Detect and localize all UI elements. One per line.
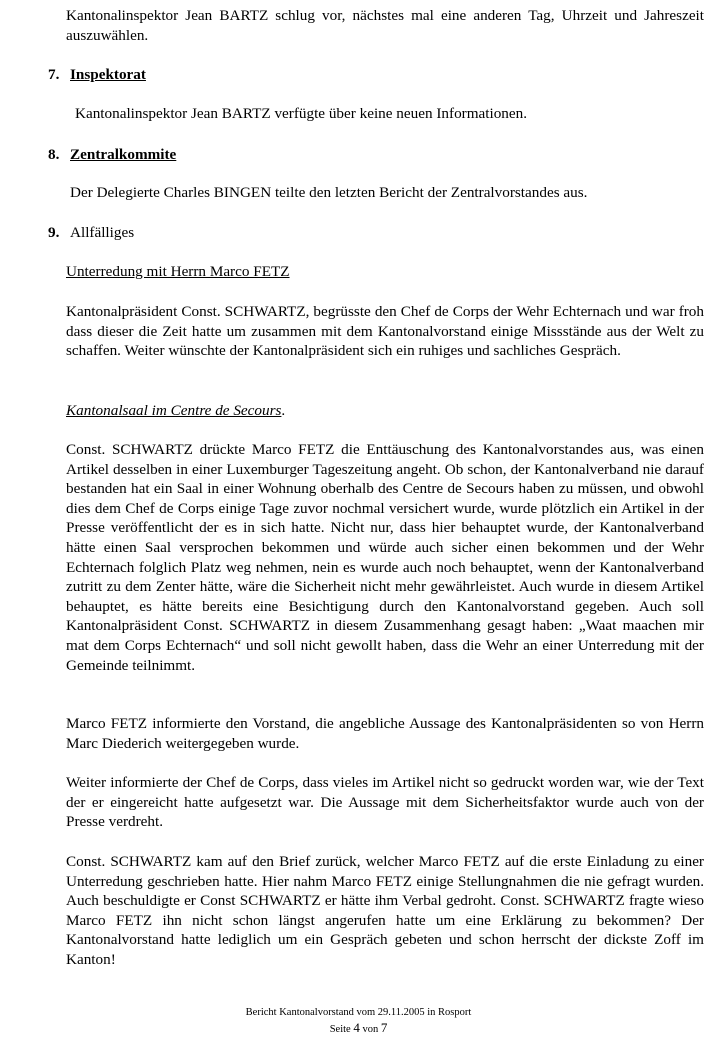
section-7-title: Inspektorat (70, 66, 146, 83)
subheading-saal-dot: . (281, 402, 286, 419)
section-8-number: 8. (48, 146, 60, 163)
subheading-saal (66, 401, 285, 421)
footer-page-prefix: Seite (329, 1024, 351, 1035)
subheading-saal-title: Kantonalsaal im Centre de Secours (66, 402, 282, 419)
section-8-title: Zentralkommite (70, 146, 177, 163)
section-8-heading (48, 145, 176, 165)
footer-page-line (0, 1021, 717, 1037)
section-7-heading (48, 65, 146, 85)
saal-paragraph-1: Const. SCHWARTZ drückte Marco FETZ die Enttäuschung des Kantonalvorstandes aus, was einen Artikel desselben in einer Luxemburger Tageszeitung angeht. Ob schon, der Kantonalverband nie darauf bestanden hat ein Saal in einer Wohnung oberhalb des Centre de Secours haben zu müssen, und obwohl dies dem Chef de Corps einige Tage zuvor nochmal versichert wurde, wurde plötzlich ein Artikel in der Presse veröffentlicht der es in sich hatte. Nicht nur, dass hier behauptet wurde, der Kantonalverband hätte einen Saal versprochen bekommen und würde auch sicher einen bekommen und der Wehr Echternach folglich Platz weg nehmen, nein es wurde auch noch behauptet, wenn der Kantonalverband zutritt zu dem Zenter hätte, wäre die Sicherheit nicht mehr gewährleistet. Auch wurde in diesem Artikel behauptet, es hätte bereits eine Besichtigung durch den Kantonalvorstand gegeben. Auch soll Kantonalpräsident Const. SCHWARTZ in diesem Zusammenhang gesagt haben: „Waat maachen mir mat dem Corps Echternach“ und soll nicht gewollt haben, dass die Wehr an einer Unterredung mit der Gemeinde teilnimmt. (66, 441, 704, 674)
saal-paragraph-4: Const. SCHWARTZ kam auf den Brief zurück, welcher Marco FETZ auf die erste Einladung zu einer Unterredung geschrieben hatte. Hier nahm Marco FETZ einige Stellungnahmen die nie gefragt wurden. Auch beschuldigte er Const SCHWARTZ er hätte ihm Verbal gedroht. Const. SCHWARTZ fragte wieso Marco FETZ ihn nicht schon längst angerufen hatte um eine Erklärung zu bekommen? Der Kantonalvorstand hatte lediglich um ein Gespräch gebeten und schon herrscht der dickste Zoff im Kanton! (66, 853, 704, 968)
footer-page-number: 4 (353, 1020, 360, 1035)
footer-page-total: 7 (380, 1020, 388, 1035)
fetz-paragraph-1: Kantonalpräsident Const. SCHWARTZ, begrüsste den Chef de Corps der Wehr Echternach und war froh dass dieser die Zeit hatte um zusammen mit dem Kantonalvorstand einige Missstände aus der Welt zu schaffen. Weiter wünschte der Kantonalpräsident sich ein ruhiges und sachliches Gespräch. (66, 303, 704, 360)
saal-paragraph-3: Weiter informierte der Chef de Corps, dass vieles im Artikel nicht so gedruckt worden war, wie der Text der er eingereicht hatte aufgesetzt war. Die Aussage mit dem Sicherheitsfaktor wurde auch von der Presse verdreht. (66, 774, 704, 831)
section-8-text: Der Delegierte Charles BINGEN teilte den letzten Bericht der Zentralvorstandes aus. (70, 184, 588, 201)
section-9-number: 9. (48, 224, 60, 241)
section-9-heading (48, 223, 134, 243)
saal-paragraph-2: Marco FETZ informierte den Vorstand, die angebliche Aussage des Kantonalpräsidenten so von Herrn Marc Diederich weitergegeben wurde. (66, 715, 704, 752)
footer-report-line: Bericht Kantonalvorstand vom 29.11.2005 in Rosport (245, 1007, 472, 1018)
section-7-number: 7. (48, 66, 60, 83)
intro-paragraph: Kantonalinspektor Jean BARTZ schlug vor, nächstes mal eine anderen Tag, Uhrzeit und Jahreszeit auszuwählen. (66, 7, 704, 44)
footer-page-of: von (362, 1024, 379, 1035)
section-9-title: Allfälliges (70, 224, 135, 241)
section-7-text: Kantonalinspektor Jean BARTZ verfügte über keine neuen Informationen. (75, 105, 528, 122)
subheading-fetz: Unterredung mit Herrn Marco FETZ (66, 263, 290, 280)
